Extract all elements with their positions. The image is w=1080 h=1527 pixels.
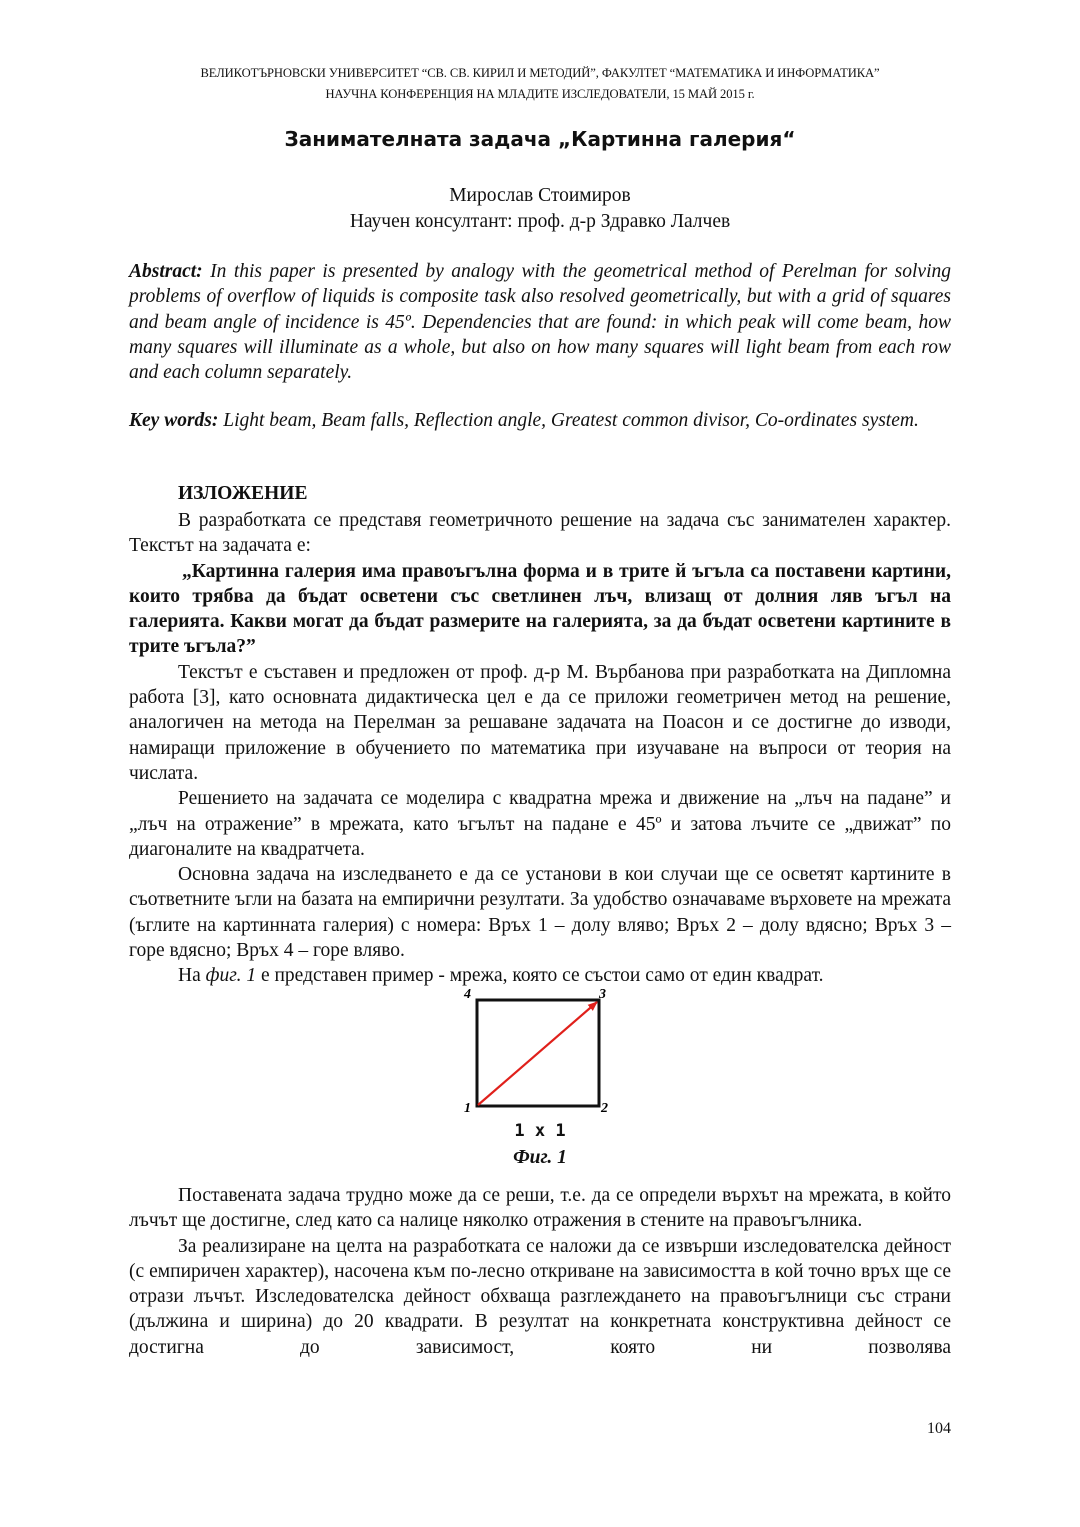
body-text xyxy=(129,508,951,989)
abstract-text: In this paper is presented by analogy with the geometrical method of Perelman for solving problems of overflow of liquids is composite task also resolved geometrically, but with a grid of squares and beam angle of incidence is 45º. Dependencies that are found: in which peak will come beam, how many squares will illuminate as a whole, but also on how many squares will light beam from each row and each column separately. xyxy=(129,261,951,384)
grid-size-label: 1 x 1 xyxy=(514,1121,566,1141)
paragraph: Поставената задача трудно може да се реши, т.е. да се определи върхът на мрежата, в който лъчът ще достигне, след като са налице няколко отражения в стените на правоъгълника. xyxy=(129,1185,951,1232)
paragraph: Основна задача на изследването е да се установи в кои случаи ще се осветят картините в съответните ъгли на базата на емпирични резултати. За удобство означаваме върховете на мрежата (ъглите на картинната галерия) с номера: Връх 1 – долу вляво; Връх 2 – долу вдясно; Връх 3 – горе вдясно; Връх 4 – горе вляво. xyxy=(129,864,951,962)
problem-statement: „Картинна галерия има правоъгълна форма и в трите й ъгъла са поставени картини, които трябва да бъдат осветени със светлинен лъч, влизащ от долния ляв ъгъл на галерията. Какви могат да бъдат размерите на галерията, за да бъдат осветени картините в трите ъгъла?” xyxy=(129,560,951,658)
vertex-label-4: 4 xyxy=(464,987,471,1002)
fig-ref-after: е представен пример - мрежа, която се състои само от един квадрат. xyxy=(256,965,824,987)
running-header-conference: НАУЧНА КОНФЕРЕНЦИЯ НА МЛАДИТЕ ИЗСЛЕДОВАТЕЛИ, 15 МАЙ 2015 г. xyxy=(325,87,755,101)
keywords-text: Light beam, Beam falls, Reflection angle, Greatest common divisor, Co-ordinates system. xyxy=(223,410,919,431)
abstract xyxy=(129,259,951,385)
paragraph: В разработката се представя геометричното решение на задача със занимателен характер. Текстът на задачата е: xyxy=(129,510,951,557)
figure-1 xyxy=(129,984,951,1174)
figure-caption: Фиг. 1 xyxy=(513,1147,567,1168)
author-name: Мирослав Стоимиров xyxy=(449,185,631,206)
body-text-continued xyxy=(129,1183,951,1360)
author-block xyxy=(129,183,951,235)
fig-ref-before: На xyxy=(178,965,206,987)
keywords-label: Key words: xyxy=(129,410,219,431)
vertex-label-1: 1 xyxy=(464,1101,471,1114)
keywords xyxy=(129,408,951,433)
running-header-university: ВЕЛИКОТЪРНОВСКИ УНИВЕРСИТЕТ “СВ. СВ. КИРИЛ И МЕТОДИЙ”, ФАКУЛТЕТ “МАТЕМАТИКА И ИНФОРМАТИКА” xyxy=(200,66,880,80)
light-beam xyxy=(478,1002,597,1105)
paper-title: Занимателната задача „Картинна галерия“ xyxy=(284,127,796,151)
fig-ref-link: фиг. 1 xyxy=(205,965,257,987)
page-number: 104 xyxy=(927,1420,951,1437)
vertex-label-2: 2 xyxy=(601,1101,608,1114)
section-heading: ИЗЛОЖЕНИЕ xyxy=(178,483,308,504)
abstract-label: Abstract: xyxy=(129,261,203,282)
scientific-advisor: Научен консултант: проф. д-р Здравко Лалчев xyxy=(349,211,731,232)
paragraph: Текстът е съставен и предложен от проф. д-р М. Върбанова при разработката на Дипломна работа [3], като основната дидактическа цел е да се приложи геометричен метод на решение, аналогичен на метода на Перелман за решаване задачата на Поасон и се достигне до изводи, намиращи приложение в обучението по математика при изучаване на въпроси от теория на числата. xyxy=(129,661,951,784)
paragraph: Решението на задачата се моделира с квадратна мрежа и движение на „лъч на падане” и „лъч на отражение” в мрежата, като ъгълът на падане е 45º и затова лъчите се „движат” по диагоналите на квадратчета. xyxy=(129,788,951,860)
grid-diagram xyxy=(454,984,614,1114)
vertex-label-3: 3 xyxy=(599,987,606,1002)
paragraph: За реализиране на целта на разработката се наложи да се извърши изследователска дейност (с емпиричен характер), насочена към по-лесно откриване на зависимостта в кой точно връх ще се отрази лъчът. Изследователска дейност обхваща разглеждането на правоъгълници със страни (дължина и ширина) до 20 квадрати. В резултат на конкретната конструктивна дейност се достигна до зависимост, която ни позволява xyxy=(129,1235,951,1358)
